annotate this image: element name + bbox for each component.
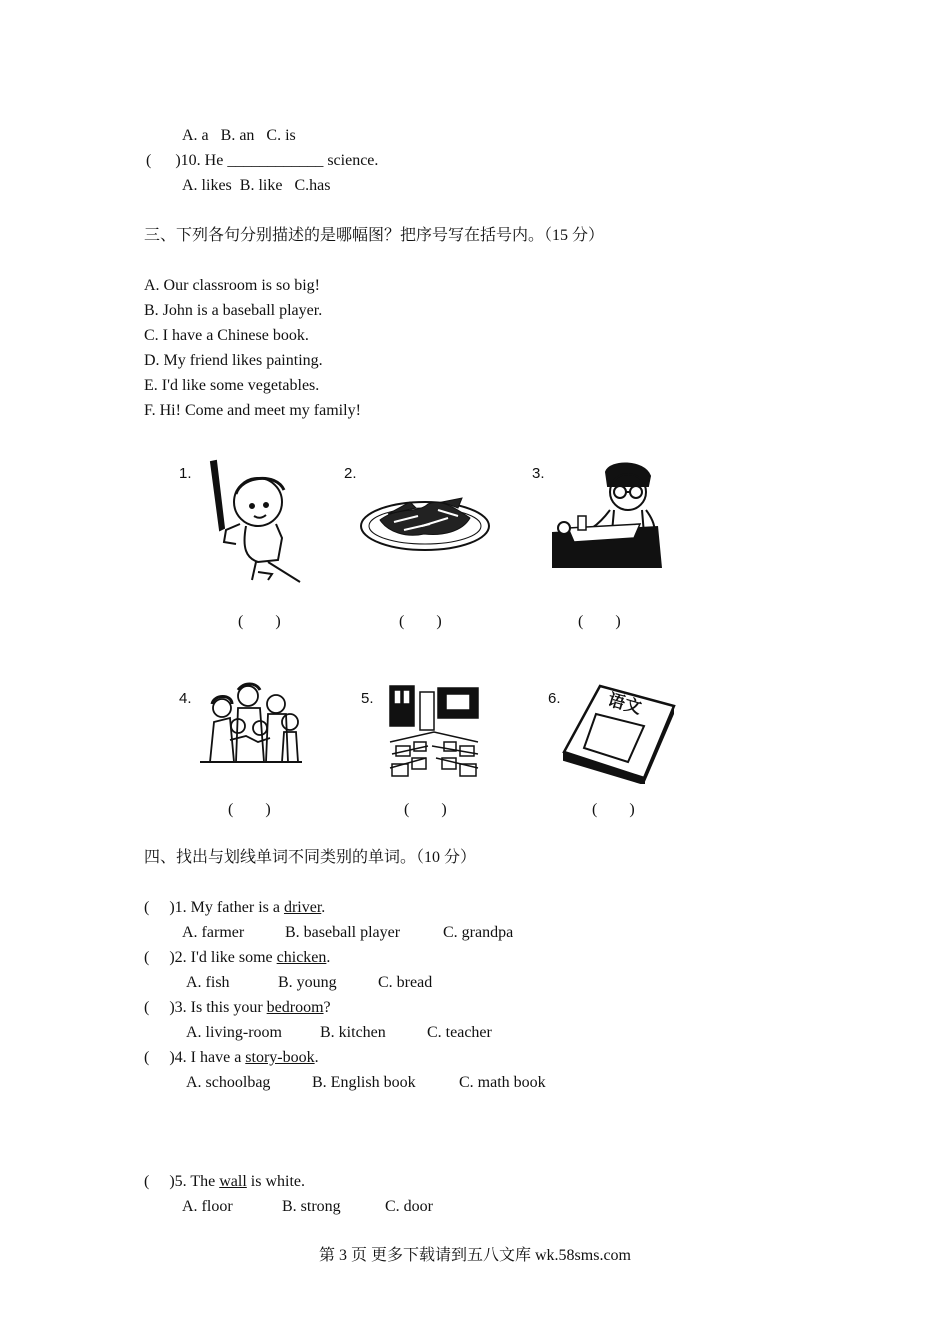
- answer-paren[interactable]: ( ): [399, 613, 442, 630]
- answer-paren[interactable]: ( ): [592, 801, 635, 818]
- option-a: A. living-room: [186, 1024, 282, 1041]
- sentence-a: A. Our classroom is so big!: [144, 277, 320, 294]
- option-a: A. schoolbag: [186, 1074, 271, 1091]
- option-b: B. kitchen: [320, 1024, 386, 1041]
- answer-paren[interactable]: ( ): [144, 999, 175, 1016]
- question-text: I'd like some: [190, 949, 277, 966]
- option-b: B. strong: [282, 1198, 341, 1215]
- underlined-word: wall: [219, 1173, 247, 1190]
- answer-paren[interactable]: ( ): [404, 801, 447, 818]
- q10-prefix: 10. He: [180, 152, 228, 169]
- underlined-word: story-book: [245, 1049, 315, 1066]
- question-row: [144, 1172, 305, 1192]
- answer-paren[interactable]: ( ): [146, 152, 181, 169]
- question-row: [144, 1048, 319, 1068]
- picture-number: 4.: [179, 690, 192, 707]
- answer-paren[interactable]: ( ): [238, 613, 281, 630]
- option-b: B. baseball player: [285, 924, 401, 941]
- answer-paren[interactable]: ( ): [578, 613, 621, 630]
- option-c: C. door: [385, 1198, 433, 1215]
- option-b: B. young: [278, 974, 337, 991]
- question-number: 1.: [174, 899, 191, 916]
- question-row: [144, 998, 331, 1018]
- q10-blank: ____________: [227, 152, 324, 169]
- section4-title: 四、找出与划线单词不同类别的单词。（10 分）: [144, 849, 477, 866]
- option-c: C. math book: [459, 1074, 546, 1091]
- option-c: C. teacher: [427, 1024, 492, 1041]
- option-a: A. farmer: [182, 924, 245, 941]
- book-label: 语文: [605, 690, 644, 719]
- answer-paren[interactable]: ( ): [144, 949, 175, 966]
- sentence-d: D. My friend likes painting.: [144, 352, 323, 369]
- question-row: [144, 898, 325, 918]
- picture-number: 3.: [532, 465, 545, 482]
- answer-paren[interactable]: ( ): [228, 801, 271, 818]
- underlined-word: bedroom: [266, 999, 324, 1016]
- question-text: My father is a: [190, 899, 284, 916]
- option-c: C. grandpa: [443, 924, 514, 941]
- question-row: [144, 948, 330, 968]
- picture-number: 5.: [361, 690, 374, 707]
- picture-number: 1.: [179, 465, 192, 482]
- answer-paren[interactable]: ( ): [144, 1049, 175, 1066]
- answer-paren[interactable]: ( ): [144, 1173, 175, 1190]
- underlined-word: chicken: [276, 949, 327, 966]
- question-text: .: [326, 949, 331, 966]
- question-number: 5.: [174, 1173, 191, 1190]
- vegetable-plate-picture: [358, 488, 492, 558]
- sentence-e: E. I'd like some vegetables.: [144, 377, 320, 394]
- sentence-c: C. I have a Chinese book.: [144, 327, 309, 344]
- question-number: 4.: [174, 1049, 191, 1066]
- family-picture: [200, 682, 302, 764]
- sentence-b: B. John is a baseball player.: [144, 302, 323, 319]
- question-text: The: [190, 1173, 220, 1190]
- q9-options: A. a B. an C. is: [182, 127, 296, 144]
- question-10: [146, 151, 378, 171]
- picture-number: 2.: [344, 465, 357, 482]
- question-text: I have a: [190, 1049, 246, 1066]
- question-number: 3.: [174, 999, 191, 1016]
- option-b: B. English book: [312, 1074, 416, 1091]
- page-footer: 第 3 页 更多下载请到五八文库 wk.58sms.com: [318, 1247, 631, 1264]
- section3-title: 三、下列各句分别描述的是哪幅图？把序号写在括号内。（15 分）: [144, 227, 605, 244]
- question-text: ?: [323, 999, 331, 1016]
- question-number: 2.: [174, 949, 191, 966]
- chinese-book-picture: [560, 682, 676, 784]
- baseball-player-picture: [196, 458, 308, 584]
- q10-suffix: science.: [323, 152, 379, 169]
- classroom-picture: [388, 684, 480, 782]
- question-text: .: [314, 1049, 319, 1066]
- question-text: is white.: [246, 1173, 306, 1190]
- question-text: .: [321, 899, 326, 916]
- option-a: A. floor: [182, 1198, 233, 1215]
- option-a: A. fish: [186, 974, 230, 991]
- picture-number: 6.: [548, 690, 561, 707]
- sentence-f: F. Hi! Come and meet my family!: [144, 402, 361, 419]
- question-text: Is this your: [190, 999, 267, 1016]
- q10-options: A. likes B. like C.has: [182, 177, 331, 194]
- option-c: C. bread: [378, 974, 433, 991]
- answer-paren[interactable]: ( ): [144, 899, 175, 916]
- underlined-word: driver: [283, 899, 322, 916]
- boy-painting-picture: [548, 458, 666, 570]
